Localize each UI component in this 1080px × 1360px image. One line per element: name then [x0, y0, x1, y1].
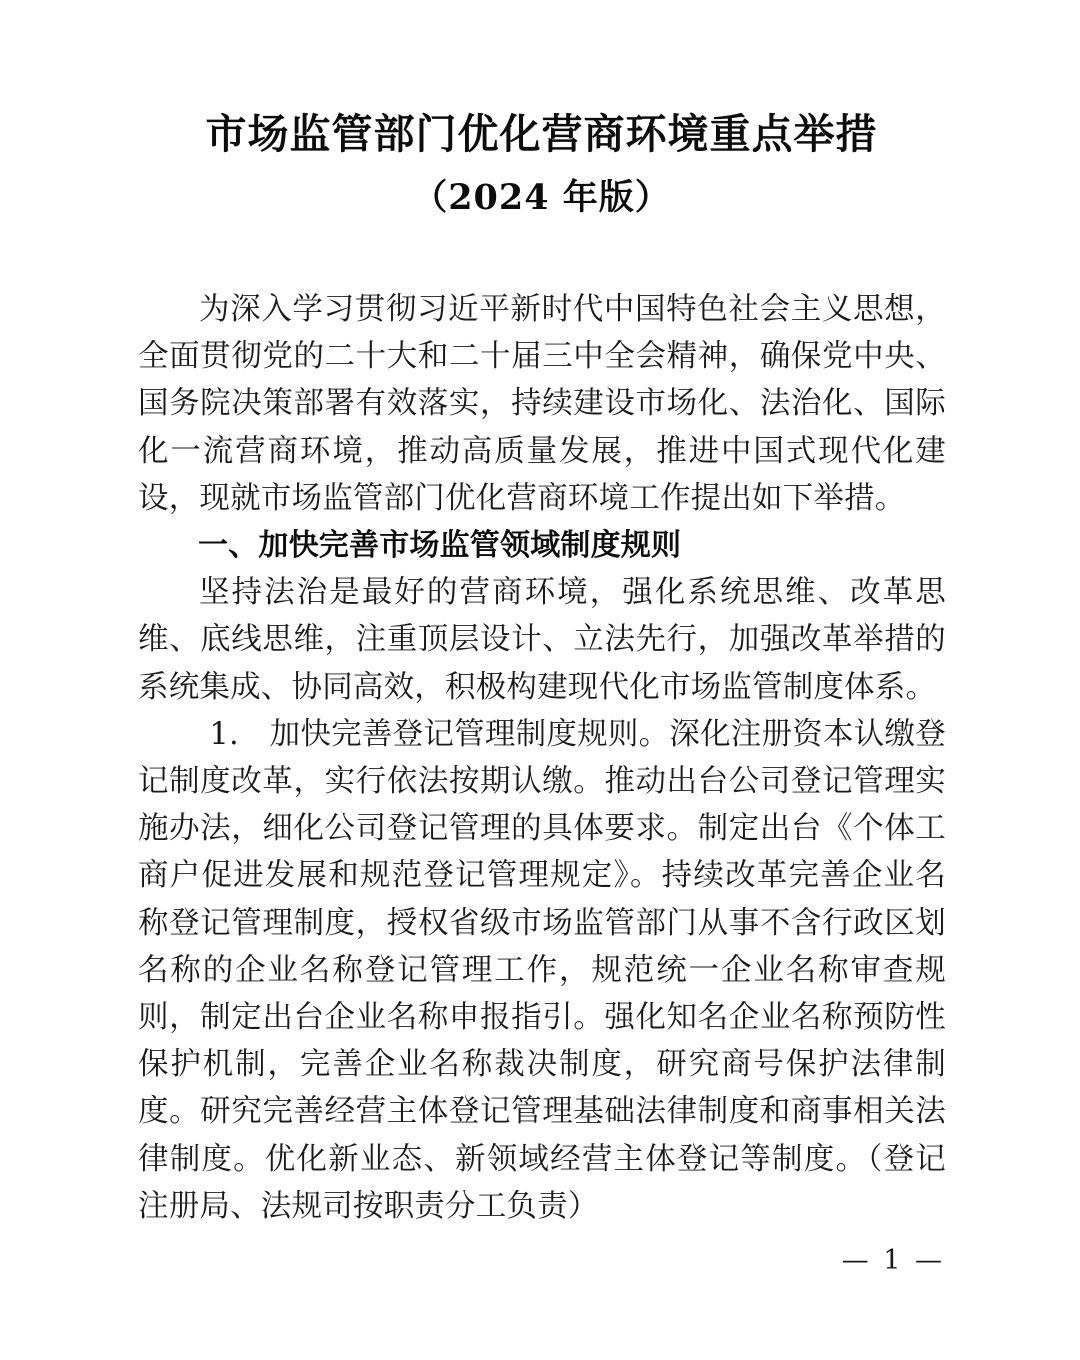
item-1-number: 1. — [209, 716, 270, 752]
section-intro-paragraph: 坚持法治是最好的营商环境，强化系统思维、改革思维、底线思维，注重顶层设计、立法先行，加强改革举措的系统集成、协同高效，积极构建现代化市场监管制度体系。 — [138, 575, 946, 705]
section-heading-1: 一、加快完善市场监管领域制度规则 — [198, 528, 682, 564]
title-block — [138, 104, 945, 226]
document-subtitle: （2024 年版） — [412, 177, 671, 218]
preamble-paragraph: 为深入学习贯彻习近平新时代中国特色社会主义思想，全面贯彻党的二十大和二十届三中全会精神，确保党中央、国务院决策部署有效落实，持续建设市场化、法治化、国际化一流营商环境，推动高质量发展，推进中国式现代化建设，现就市场监管部门优化营商环境工作提出如下举措。 — [138, 292, 946, 516]
item-1-paragraph — [138, 711, 946, 1230]
page-number: — 1 — — [841, 1245, 945, 1276]
document-title: 市场监管部门优化营商环境重点举措 — [205, 110, 878, 158]
item-1-text: 加快完善登记管理制度规则。深化注册资本认缴登记制度改革，实行依法按期认缴。推动出台公司登记管理实施办法，细化公司登记管理的具体要求。制定出台《个体工商户促进发展和规范登记管理规定》。持续改革完善企业名称登记管理制度，授权省级市场监管部门从事不含行政区划名称的企业名称登记管理工作，规范统一企业名称审查规则，制定出台企业名称申报指引。强化知名企业名称预防性保护机制，完善企业名称裁决制度，研究商号保护法律制度。研究完善经营主体登记管理基础法律制度和商事相关法律制度。优化新业态、新领域经营主体登记等制度。（登记注册局、法规司按职责分工负责） — [138, 716, 946, 1224]
document-body — [138, 286, 946, 1230]
